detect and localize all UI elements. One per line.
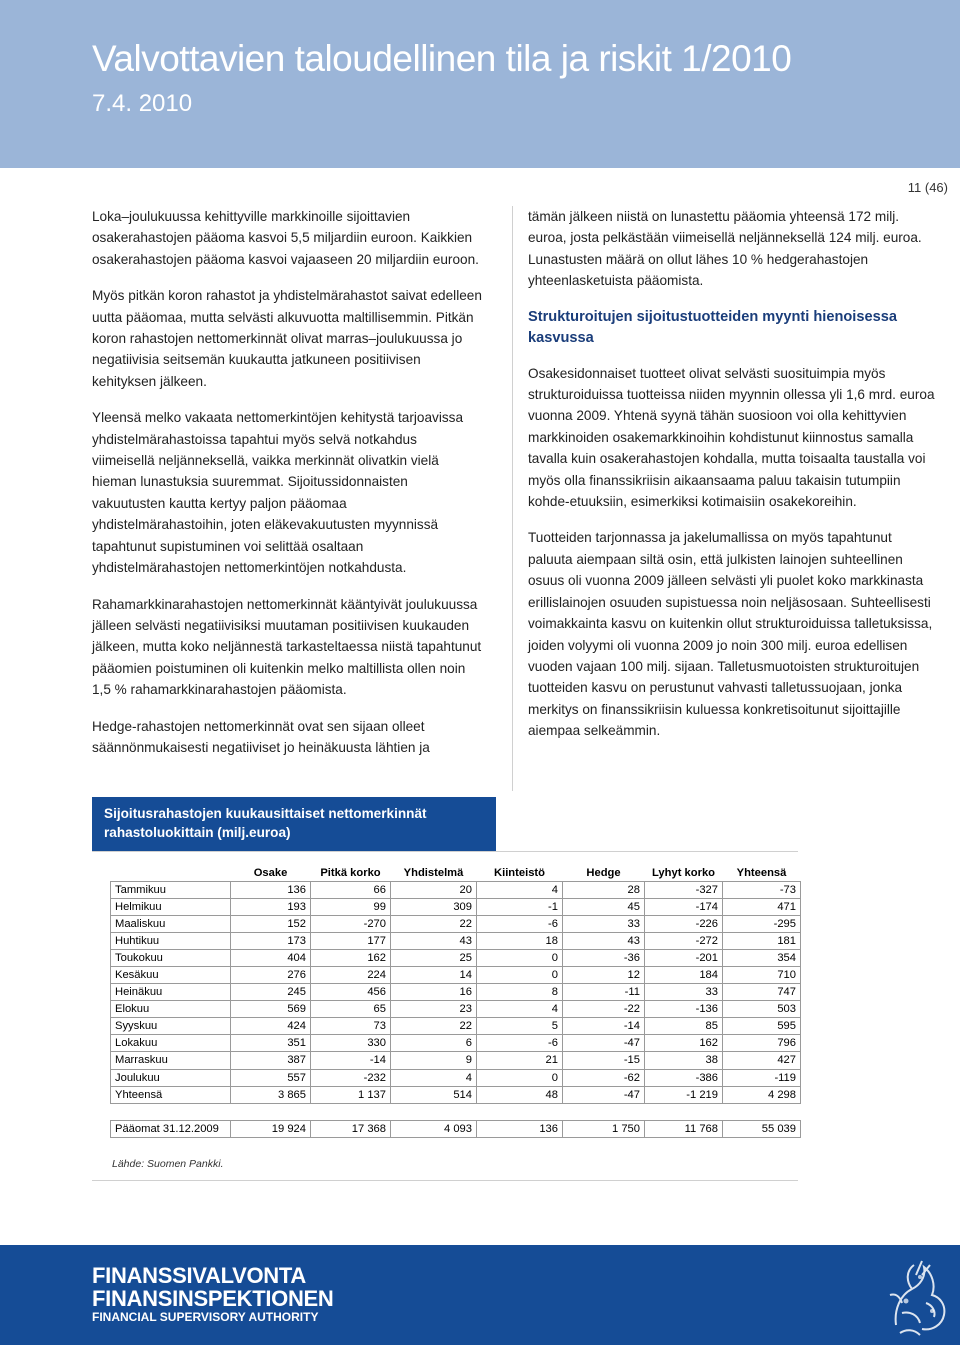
table-cell: 557: [231, 1069, 311, 1086]
table-cell: 55 039: [723, 1120, 801, 1137]
table-cell: -6: [477, 1035, 563, 1052]
table-row: [111, 1001, 801, 1018]
table-cell: -36: [563, 949, 645, 966]
header-cell: [111, 865, 231, 881]
table-cell: 330: [311, 1035, 391, 1052]
table-row: [111, 1018, 801, 1035]
table-cell: 569: [231, 1001, 311, 1018]
table-cell: -272: [645, 932, 723, 949]
table-cell: 224: [311, 966, 391, 983]
table-cell: 514: [391, 1086, 477, 1103]
row-label: Maaliskuu: [111, 915, 231, 932]
table-cell: 28: [563, 881, 645, 898]
table-cell: 177: [311, 932, 391, 949]
table-cell: 99: [311, 898, 391, 915]
table-cell: 136: [231, 881, 311, 898]
table-cell: -201: [645, 949, 723, 966]
table-cell: -136: [645, 1001, 723, 1018]
table-cell: 245: [231, 984, 311, 1001]
table-cell: 0: [477, 966, 563, 983]
table-cell: -11: [563, 984, 645, 1001]
table-cell: -327: [645, 881, 723, 898]
table-cell: 456: [311, 984, 391, 1001]
table-cell: 43: [391, 932, 477, 949]
table-cell: 276: [231, 966, 311, 983]
table-top-rule: [92, 851, 798, 852]
table-row: [111, 1052, 801, 1069]
spacer-row: [111, 1103, 801, 1120]
table-cell: 309: [391, 898, 477, 915]
table-cell: 595: [723, 1018, 801, 1035]
table-cell: 17 368: [311, 1120, 391, 1137]
table-cell: -73: [723, 881, 801, 898]
net-subscriptions-table: [110, 865, 801, 1138]
table-cell: -386: [645, 1069, 723, 1086]
row-label: Elokuu: [111, 1001, 231, 1018]
table-cell: 0: [477, 1069, 563, 1086]
table-cell: 1 137: [311, 1086, 391, 1103]
row-label: Lokakuu: [111, 1035, 231, 1052]
table-row: [111, 915, 801, 932]
header-cell: Yhdistelmä: [403, 866, 464, 879]
row-label: Kesäkuu: [111, 966, 231, 983]
page-footer: [0, 1245, 960, 1345]
table-cell: 22: [391, 915, 477, 932]
table-cell: 43: [563, 932, 645, 949]
table-cell: 4 093: [391, 1120, 477, 1137]
row-label: Toukokuu: [111, 949, 231, 966]
table-cell: 387: [231, 1052, 311, 1069]
table-cell: 471: [723, 898, 801, 915]
table-cell: 8: [477, 984, 563, 1001]
table-cell: 6: [391, 1035, 477, 1052]
table-cell: 22: [391, 1018, 477, 1035]
row-label: Helmikuu: [111, 898, 231, 915]
header-cell: Kiinteistö: [494, 866, 545, 879]
paragraph: Myös pitkän koron rahastot ja yhdistelmärahastot saivat edelleen uutta pääomaa, mutta selvästi alkuvuotta maltillisemmin. Pitkän koron rahastojen nettomerkinnät olivat marras–joulukuussa jo negatiivisia seitsemän kuukautta jatkuneen positiivisen kehityksen jälkeen.: [92, 288, 482, 389]
table-cell: 193: [231, 898, 311, 915]
paragraph: Hedge-rahastojen nettomerkinnät ovat sen sijaan olleet säännönmukaisesti negatiiviset jo heinäkuusta lähtien ja: [92, 718, 430, 755]
table-row: [111, 898, 801, 915]
paragraph: Yleensä melko vakaata nettomerkintöjen kehitystä tarjoavissa yhdistelmärahastoissa tapahtui myös selvä notkahdus viimeisellä neljänneksellä, vaikka merkinnät olivatkin vielä hieman lunastuksia suuremmat. Sijoitussidonnaisten vakuutusten kautta kertyy paljon pääomaa yhdistelmärahastoihin, joten eläkevakuutusten myynnissä tapahtunut supistuminen voi selittää osaltaan yhdistelmärahastojen nettomerkintöjen notkahdusta.: [92, 410, 464, 576]
table-cell: -1: [477, 898, 563, 915]
table-cell: 85: [645, 1018, 723, 1035]
table-row: [111, 1086, 801, 1103]
row-label: Tammikuu: [111, 881, 231, 898]
table-cell: 16: [391, 984, 477, 1001]
table-cell: 33: [563, 915, 645, 932]
table-cell: 9: [391, 1052, 477, 1069]
table-cell: 4: [477, 881, 563, 898]
table-cell: 747: [723, 984, 801, 1001]
lion-emblem-icon: [876, 1255, 956, 1341]
logo-text-fi: FINANSSIVALVONTA: [92, 1263, 306, 1288]
section-heading: Strukturoitujen sijoitustuotteiden myynti hienoisessa kasvussa: [528, 308, 897, 346]
table-bottom-rule: [92, 1180, 798, 1181]
table-row: [111, 881, 801, 898]
table-row: [111, 1069, 801, 1086]
table-cell: -22: [563, 1001, 645, 1018]
table-cell: 1 750: [563, 1120, 645, 1137]
header-cell: Yhteensä: [736, 866, 787, 879]
table-cell: 3 865: [231, 1086, 311, 1103]
table-cell: 38: [645, 1052, 723, 1069]
table-cell: -14: [563, 1018, 645, 1035]
page-number: 11 (46): [907, 180, 948, 195]
row-label: Pääomat 31.12.2009: [111, 1120, 231, 1137]
table-cell: 12: [563, 966, 645, 983]
table-cell: 66: [311, 881, 391, 898]
table-cell: 20: [391, 881, 477, 898]
table-cell: 48: [477, 1086, 563, 1103]
document-title: Valvottavien taloudellinen tila ja riskit 1/2010: [92, 38, 792, 79]
table-cell: 65: [311, 1001, 391, 1018]
table-cell: -174: [645, 898, 723, 915]
table-cell: -232: [311, 1069, 391, 1086]
paragraph: Osakesidonnaiset tuotteet olivat selvästi suosituimpia myös strukturoiduissa tuotteissa niiden myynnin ollessa yli 1,6 mrd. euroa vuonna 2009. Yhtenä syynä tähän suosioon voi olla kehittyvien markkinoiden osakemarkkinoihin kohdistunut kiinnostus samalla tavalla kuin osakerahastojen kohdalla, mutta toisaalta taustalla voi myös olla finanssikriisin aikaansaama paluu takaisin tutumpiin kohde-etuuksiin, esimerkiksi kotimaisiin osakekoreihin.: [528, 365, 935, 510]
header-cell: Hedge: [586, 866, 621, 879]
logo-text-en: FINANCIAL SUPERVISORY AUTHORITY: [92, 1310, 319, 1324]
row-label: Yhteensä: [111, 1086, 231, 1103]
table-cell: 152: [231, 915, 311, 932]
right-column: [528, 206, 938, 757]
table-row: [111, 1035, 801, 1052]
table-cell: -119: [723, 1069, 801, 1086]
row-label: Marraskuu: [111, 1052, 231, 1069]
table-cell: 4: [391, 1069, 477, 1086]
table-cell: 136: [477, 1120, 563, 1137]
table-cell: -14: [311, 1052, 391, 1069]
table-cell: -47: [563, 1035, 645, 1052]
table-cell: 11 768: [645, 1120, 723, 1137]
table-row: [111, 932, 801, 949]
table-cell: 14: [391, 966, 477, 983]
table-cell: 0: [477, 949, 563, 966]
table-cell: 4: [477, 1001, 563, 1018]
row-label: Heinäkuu: [111, 984, 231, 1001]
capital-row: [111, 1120, 801, 1137]
table-cell: 181: [723, 932, 801, 949]
table-cell: 73: [311, 1018, 391, 1035]
table-cell: 25: [391, 949, 477, 966]
table-title: Sijoitusrahastojen kuukausittaiset nettomerkinnät rahastoluokittain (milj.euroa): [92, 797, 496, 851]
header-cell: Lyhyt korko: [652, 866, 715, 879]
paragraph: Rahamarkkinarahastojen nettomerkinnät kääntyivät joulukuussa jälleen selvästi negatiivisiksi muutaman positiivisen kuukauden jälkeen, mutta koko neljännestä tarkasteltaessa niistä tapahtunut pääomien poistuminen oli kuitenkin melko maltillista ollen noin 1,5 % rahamarkkinarahastojen pääomista.: [92, 596, 482, 698]
header-cell: Pitkä korko: [320, 866, 381, 879]
paragraph: Tuotteiden tarjonnassa ja jakelumallissa on myös tapahtunut paluuta aiempaan siltä osin, että julkisten lainojen suhteellinen osuus oli vuonna 2009 jälleen selvästi yli puolet koko markkinasta erillislainojen osuuden supistuessa noin neljäsosaan. Suhteellisesti voimakkainta kasvu on kuitenkin ollut strukturoiduissa talletuksissa, joiden volyymi oli vuonna 2009 jo noin 300 milj. euroa edellisen vuoden vajaan 100 milj. sijaan. Talletusmuotoisten strukturoitujen tuotteiden kasvu on perustunut vahvasti talletussuojaan, jonka merkitys on finanssikriisin kuluessa konkretisoitunut sijoittajille aiempaa selkeämmin.: [528, 530, 933, 739]
table-row: [111, 984, 801, 1001]
paragraph: tämän jälkeen niistä on lunastettu pääomia yhteensä 172 milj. euroa, josta pelkästään viimeisellä neljänneksellä 124 milj. euroa. Lunastusten määrä on ollut lähes 10 % hedgerahastojen yhteenlasketuista pääomista.: [528, 209, 922, 289]
table-cell: 162: [311, 949, 391, 966]
table-cell: 710: [723, 966, 801, 983]
header-cell: Osake: [253, 866, 288, 879]
table-cell: 5: [477, 1018, 563, 1035]
table-cell: 19 924: [231, 1120, 311, 1137]
table-cell: 354: [723, 949, 801, 966]
table-row: [111, 949, 801, 966]
column-divider: [512, 206, 513, 791]
table-cell: 18: [477, 932, 563, 949]
page-header: [0, 0, 960, 168]
left-column: [92, 206, 482, 773]
table-cell: -1 219: [645, 1086, 723, 1103]
table-cell: 45: [563, 898, 645, 915]
table-cell: -15: [563, 1052, 645, 1069]
table-cell: -47: [563, 1086, 645, 1103]
table-cell: 404: [231, 949, 311, 966]
table-row: [111, 966, 801, 983]
logo-text-sv: FINANSINSPEKTIONEN: [92, 1286, 334, 1311]
table-cell: -226: [645, 915, 723, 932]
table-cell: 173: [231, 932, 311, 949]
table-source: Lähde: Suomen Pankki.: [112, 1158, 224, 1170]
table-header-row: [111, 865, 801, 881]
table-cell: 427: [723, 1052, 801, 1069]
row-label: Joulukuu: [111, 1069, 231, 1086]
table-cell: 23: [391, 1001, 477, 1018]
table-cell: -6: [477, 915, 563, 932]
table-cell: 162: [645, 1035, 723, 1052]
row-label: Syyskuu: [111, 1018, 231, 1035]
table-cell: 21: [477, 1052, 563, 1069]
table-cell: -270: [311, 915, 391, 932]
paragraph: Loka–joulukuussa kehittyville markkinoille sijoittavien osakerahastojen pääoma kasvoi 5,5 miljardiin euroon. Kaikkien osakerahastojen pääoma kasvoi vajaaseen 20 miljardiin euroon.: [92, 209, 479, 267]
table-cell: -295: [723, 915, 801, 932]
table-cell: 33: [645, 984, 723, 1001]
table-cell: 351: [231, 1035, 311, 1052]
table-cell: 424: [231, 1018, 311, 1035]
table-cell: 184: [645, 966, 723, 983]
table-cell: 796: [723, 1035, 801, 1052]
table-cell: -62: [563, 1069, 645, 1086]
table-cell: 4 298: [723, 1086, 801, 1103]
document-date: 7.4. 2010: [92, 90, 193, 117]
row-label: Huhtikuu: [111, 932, 231, 949]
table-cell: 503: [723, 1001, 801, 1018]
